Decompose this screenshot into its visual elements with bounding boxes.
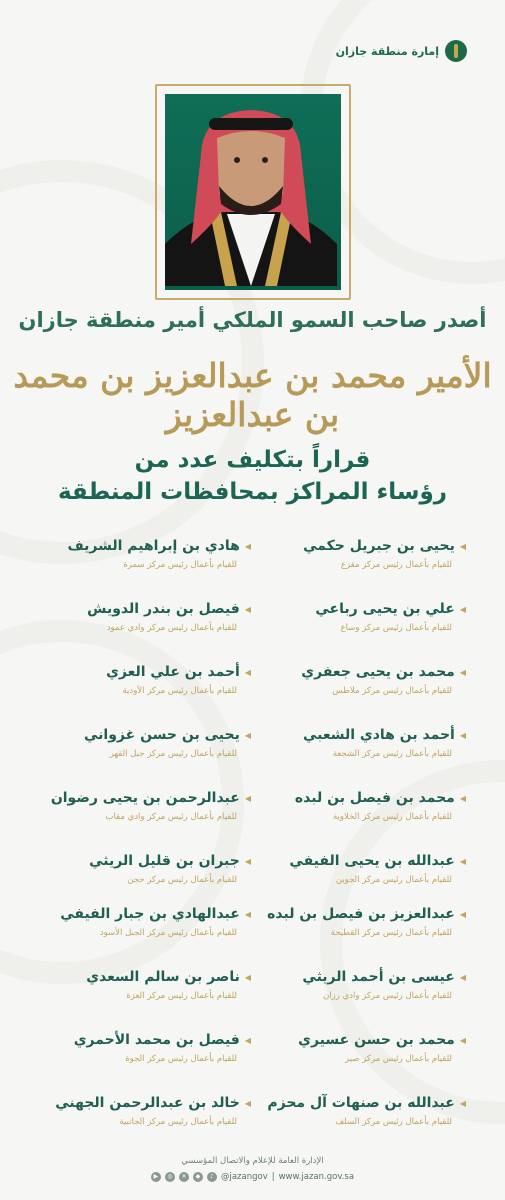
arrow-bullet-icon: ◀ [244, 1098, 251, 1108]
appointment-row [36, 601, 466, 664]
appointee-name-line [36, 969, 251, 985]
intro-line: أصدر صاحب السمو الملكي أمير منطقة جازان [18, 308, 487, 332]
appointee-name-line [251, 601, 466, 617]
appointee-name-line [36, 906, 251, 922]
appointee-role: للقيام بأعمال رئيس مركز صير [345, 1054, 452, 1064]
arrow-bullet-icon: ◀ [459, 1035, 466, 1045]
appointee-name: محمد بن حسن عسيري [298, 1032, 455, 1048]
appointee-entry [251, 790, 466, 853]
arrow-bullet-icon: ◀ [459, 604, 466, 614]
appointee-entry [251, 906, 466, 969]
arrow-bullet-icon: ◀ [459, 1098, 466, 1108]
appointee-entry [251, 538, 466, 601]
arrow-bullet-icon: ◀ [244, 793, 251, 803]
arrow-bullet-icon: ◀ [244, 972, 251, 982]
prince-name: الأمير محمد بن عبدالعزيز بن محمد بن عبدالعزيز [13, 356, 492, 434]
appointee-role: للقيام بأعمال رئيس مركز مقزع [340, 560, 452, 570]
appointment-row [36, 1095, 466, 1158]
appointee-name-line [36, 727, 251, 743]
portrait-frame [155, 84, 351, 300]
arrow-bullet-icon: ◀ [244, 856, 251, 866]
appointee-name: عبدالله بن يحيى الفيفي [289, 853, 455, 869]
saudi-emblem-icon [445, 40, 467, 62]
arrow-bullet-icon: ◀ [244, 730, 251, 740]
appointee-entry [36, 727, 251, 790]
prince-portrait [165, 94, 341, 290]
x-icon[interactable]: ✕ [179, 1172, 189, 1182]
appointee-name: خالد بن عبدالرحمن الجهني [55, 1095, 240, 1111]
appointee-entry [251, 1032, 466, 1095]
appointee-entry [251, 853, 466, 906]
decision-title [0, 444, 505, 508]
appointee-name-line [36, 1032, 251, 1048]
arrow-bullet-icon: ◀ [459, 730, 466, 740]
appointee-name: أحمد بن علي العزي [106, 664, 240, 680]
appointee-name-line [36, 853, 251, 869]
appointee-name: محمد بن فيصل بن لبده [294, 790, 455, 806]
appointee-name-line [251, 664, 466, 680]
appointments-grid [36, 538, 466, 1158]
divider: | [271, 1172, 275, 1182]
appointee-entry [36, 601, 251, 664]
portrait-illustration [165, 94, 337, 286]
appointee-role: للقيام بأعمال رئيس مركز القطيحة [330, 928, 452, 938]
appointee-name: أحمد بن هادي الشعبي [302, 727, 455, 743]
appointee-role: للقيام بأعمال رئيس مركز الجوين [335, 875, 452, 885]
appointee-name: عيسى بن أحمد الريثي [302, 969, 455, 985]
appointee-name-line [251, 790, 466, 806]
appointee-name: فيصل بن بندر الدويش [87, 601, 240, 617]
appointee-name: علي بن يحيى رباعي [315, 601, 455, 617]
tiktok-icon[interactable]: ♪ [207, 1172, 217, 1182]
appointee-name-line [251, 538, 466, 554]
appointee-name-line [251, 969, 466, 985]
appointee-name-line [251, 853, 466, 869]
instagram-icon[interactable]: ◎ [165, 1172, 175, 1182]
appointee-entry [36, 1095, 251, 1158]
appointee-name: يحيى بن حسن غزواني [84, 727, 240, 743]
appointee-name-line [36, 1095, 251, 1111]
appointee-role: للقيام بأعمال رئيس مركز الجبل الأسود [99, 928, 237, 938]
appointment-row [36, 906, 466, 969]
appointee-name-line [36, 601, 251, 617]
appointee-name-line [251, 1095, 466, 1111]
snapchat-icon[interactable]: ◆ [193, 1172, 203, 1182]
youtube-icon[interactable]: ▶ [151, 1172, 161, 1182]
appointee-role: للقيام بأعمال رئيس مركز وادي رزان [323, 991, 452, 1001]
appointee-name: عبدالله بن صنهات آل محزم [267, 1095, 455, 1111]
department-name: الإدارة العامة للإعلام والاتصال المؤسسي [181, 1156, 324, 1166]
appointee-name: فيصل بن محمد الأحمري [73, 1032, 240, 1048]
appointee-entry [36, 538, 251, 601]
arrow-bullet-icon: ◀ [244, 604, 251, 614]
footer [0, 1156, 505, 1182]
appointee-role: للقيام بأعمال رئيس مركز سمرة [123, 560, 237, 570]
appointee-role: للقيام بأعمال رئيس مركز الخلاوية [332, 812, 452, 822]
appointee-role: للقيام بأعمال رئيس مركز وادي مقاب [105, 812, 237, 822]
appointment-row [36, 853, 466, 906]
arrow-bullet-icon: ◀ [244, 909, 251, 919]
appointee-name: محمد بن يحيى جعفري [301, 664, 455, 680]
appointment-row [36, 1032, 466, 1095]
appointee-name-line [251, 1032, 466, 1048]
decision-line-1: قراراً بتكليف عدد من [134, 447, 371, 473]
appointee-name-line [251, 906, 466, 922]
appointee-role: للقيام بأعمال رئيس مركز الجوة [125, 1054, 237, 1064]
appointee-entry [251, 1095, 466, 1158]
arrow-bullet-icon: ◀ [244, 1035, 251, 1045]
appointee-entry [36, 1032, 251, 1095]
appointee-role: للقيام بأعمال رئيس مركز الجانبية [119, 1117, 237, 1127]
arrow-bullet-icon: ◀ [459, 793, 466, 803]
appointee-name-line [36, 790, 251, 806]
appointee-entry [36, 790, 251, 853]
social-bar [0, 1172, 505, 1182]
appointee-role: للقيام بأعمال رئيس مركز وادي عمود [106, 623, 237, 633]
appointee-name: عبدالهادي بن جبار الفيفي [60, 906, 240, 922]
appointment-row [36, 664, 466, 727]
appointee-role: للقيام بأعمال رئيس مركز حجن [127, 875, 237, 885]
appointee-entry [36, 906, 251, 969]
emirate-logo [336, 40, 467, 62]
arrow-bullet-icon: ◀ [244, 667, 251, 677]
appointee-name: عبدالعزيز بن فيصل بن لبده [267, 906, 455, 922]
appointee-name-line [36, 664, 251, 680]
appointee-name-line [251, 727, 466, 743]
appointee-entry [36, 969, 251, 1032]
appointee-name: ناصر بن سالم السعدي [86, 969, 240, 985]
appointee-name-line [36, 538, 251, 554]
appointee-entry [251, 969, 466, 1032]
appointee-name: هادي بن إبراهيم الشريف [67, 538, 240, 554]
appointee-role: للقيام بأعمال رئيس مركز العزة [126, 991, 237, 1001]
appointee-entry [251, 601, 466, 664]
website-link[interactable]: www.jazan.gov.sa [278, 1172, 355, 1182]
arrow-bullet-icon: ◀ [459, 541, 466, 551]
appointee-name: جبران بن قليل الريثي [89, 853, 240, 869]
appointee-role: للقيام بأعمال رئيس مركز ملاطس [332, 686, 452, 696]
appointee-name: يحيى بن جبريل حكمي [303, 538, 455, 554]
appointment-row [36, 790, 466, 853]
appointee-entry [36, 664, 251, 727]
logo-text: إمارة منطقة جازان [335, 44, 439, 58]
social-handle[interactable]: @jazangov [220, 1172, 268, 1182]
appointee-role: للقيام بأعمال رئيس مركز وساع [340, 623, 452, 633]
appointee-role: للقيام بأعمال رئيس مركز جبل القهر [109, 749, 237, 759]
arrow-bullet-icon: ◀ [459, 856, 466, 866]
appointment-row [36, 727, 466, 790]
appointment-row [36, 969, 466, 1032]
decision-line-2: رؤساء المراكز بمحافظات المنطقة [57, 479, 448, 505]
appointee-entry [36, 853, 251, 906]
arrow-bullet-icon: ◀ [459, 909, 466, 919]
arrow-bullet-icon: ◀ [244, 541, 251, 551]
appointee-name: عبدالرحمن بن يحيى رضوان [50, 790, 240, 806]
arrow-bullet-icon: ◀ [459, 667, 466, 677]
appointee-role: للقيام بأعمال رئيس مركز الأودية [122, 686, 237, 696]
appointee-entry [251, 664, 466, 727]
appointee-role: للقيام بأعمال رئيس مركز السلف [335, 1117, 452, 1127]
appointee-role: للقيام بأعمال رئيس مركز الشجعة [332, 749, 452, 759]
appointment-row [36, 538, 466, 601]
appointee-entry [251, 727, 466, 790]
arrow-bullet-icon: ◀ [459, 972, 466, 982]
